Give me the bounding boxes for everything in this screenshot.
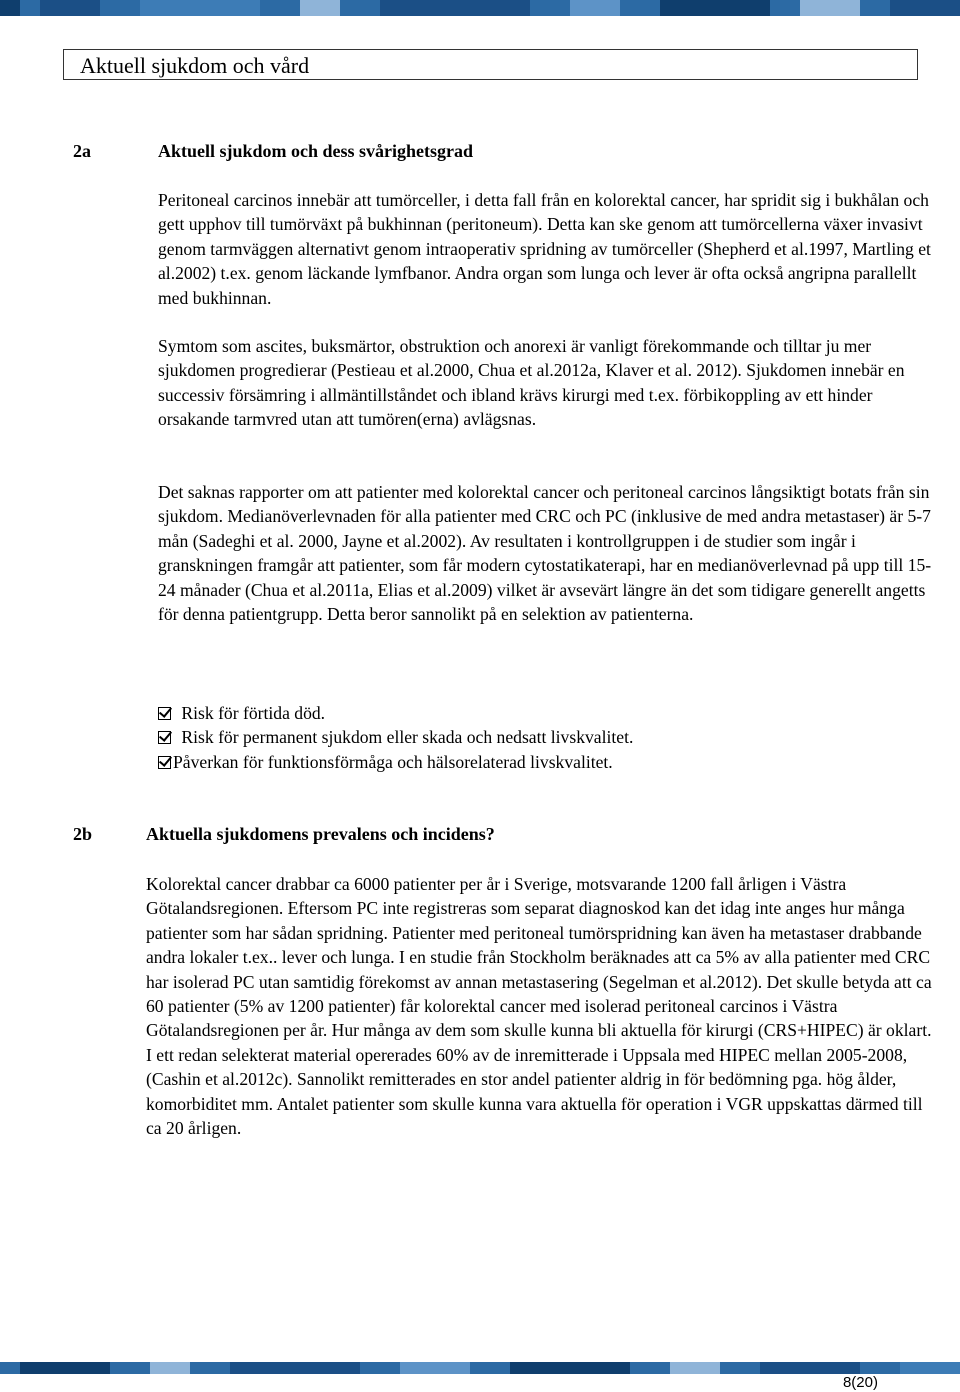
bottom-decorative-band [0, 1362, 960, 1374]
paragraph-2a-2: Symtom som ascites, buksmärtor, obstruktion och anorexi är vanligt förekommande och tilltar ju mer sjukdomen progredierar (Pestieau et al.2000, Chua et al.2012a, Klaver et al. 2012). Sjukdomen innebär en successiv försämring i allmäntillståndet och ibland krävs kirurgi med t.ex. förbikoppling av ett hinder orsakande tarmvred utan att tumören(erna) avlägsnas. [158, 336, 905, 430]
section-number-2a: 2a [73, 141, 91, 161]
paragraph-2a-1: Peritoneal carcinos innebär att tumörceller, i detta fall från en kolorektal cancer, har spridit sig i bukhålan och gett upphov till tumörväxt på bukhinnan (peritoneum). Detta kan ske genom att tumörcellerna växer invasivt genom tarmväggen alternativt genom intraoperativ spridning av tumörceller (Shepherd et al.1997, Martling et al.2002) t.ex. genom läckande lymfbanor. Andra organ som lunga och lever är ofta också angripna parallellt med bukhinnan. [158, 190, 931, 308]
paragraph-2b-1: Kolorektal cancer drabbar ca 6000 patienter per år i Sverige, motsvarande 1200 fall årligen i Västra Götalandsregionen. Eftersom PC inte registreras som separat diagnoskod kan det idag inte anges hur många patienter som har sådan spridning. Patienter med peritoneal tumörspridning kan även ha metastaser drabbande andra lokaler t.ex.. lever och lunga. I en studie från Stockholm beräknades att ca 5% av alla patienter med CRC har isolerad PC utan samtidig förekomst av annan metastasering (Segelman et al.2012). Det skulle betyda att ca 60 patienter (5% av 1200 patienter) får kolorektal cancer med isolerad peritoneal carcinos i Västra Götalandsregionen per år. Hur många av dem som skulle kunna bli aktuella för kirurgi (CRS+HIPEC) är oklart. I ett redan selekterat material opererades 60% av de inremitterade i Uppsala med HIPEC mellan 2005-2008, (Cashin et al.2012c). Sannolikt remitterades en stor andel patienter aldrig in för bedömning pga. hög ålder, komorbiditet mm. Antalet patienter som skulle kunna vara aktuella för operation i VGR uppskattas därmed till ca 20 årligen. [146, 874, 932, 1139]
checklist-item [158, 701, 633, 725]
top-decorative-band [0, 0, 960, 16]
section-header-title: Aktuell sjukdom och vård [80, 53, 310, 78]
checked-box-icon [158, 731, 171, 744]
checklist-item-label: Påverkan för funktionsförmåga och hälsorelaterad livskvalitet. [173, 751, 613, 772]
section-title-2a: Aktuell sjukdom och dess svårighetsgrad [158, 141, 474, 161]
paragraph-2a-3: Det saknas rapporter om att patienter med kolorektal cancer och peritoneal carcinos långsiktigt botats från sin sjukdom. Medianöverlevnaden för alla patienter med CRC och PC (inklusive de med andra metastaser) är 5-7 mån (Sadeghi et al. 2000, Jayne et al.2002). Av resultaten i kontrollgruppen i de studier som ingår i granskningen framgår att patienter, som får modern cytostatikaterapi, har en medianöverlevnad på upp till 15-24 månader (Chua et al.2011a, Elias et al.2009) vilket är avsevärt längre än det som tidigare generellt angetts för denna patientgrupp. Detta beror sannolikt på en selektion av patienterna. [158, 482, 932, 625]
checklist-item-label: Risk för förtida död. [177, 703, 326, 723]
risk-checklist [158, 701, 633, 774]
checklist-item [158, 725, 633, 749]
checked-box-icon [158, 756, 171, 769]
section-header [63, 49, 918, 80]
checklist-item [158, 750, 633, 774]
section-number-2b: 2b [73, 824, 93, 844]
section-title-2b: Aktuella sjukdomens prevalens och incidens? [146, 824, 495, 844]
checklist-item-label: Risk för permanent sjukdom eller skada och nedsatt livskvalitet. [177, 727, 634, 748]
checked-box-icon [158, 707, 171, 720]
page-number: 8(20) [842, 1374, 878, 1391]
